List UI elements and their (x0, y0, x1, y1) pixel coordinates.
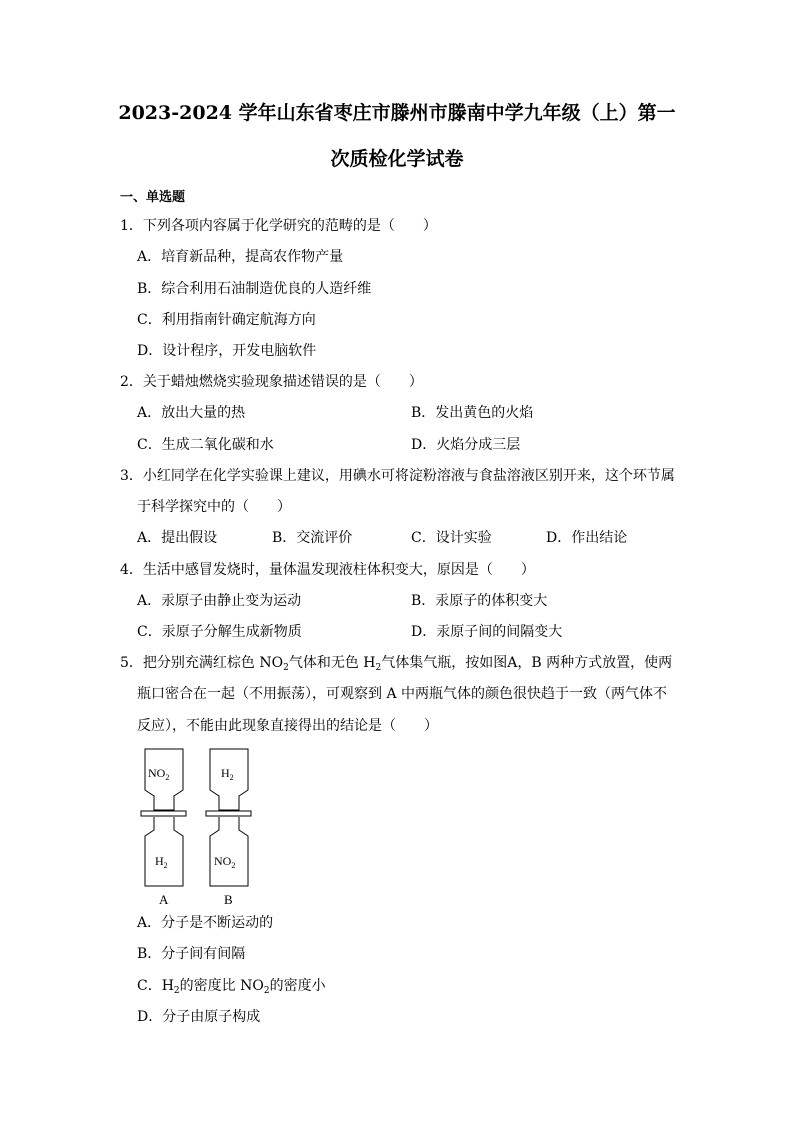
q5-option-d: D．分子由原子构成 (137, 1009, 261, 1025)
q2-option-c: C．生成二氧化碳和水 (137, 437, 274, 453)
q3-stem-line2: 于科学探究中的（ ） (137, 499, 291, 515)
q3-option-b: B．交流评价 (272, 530, 353, 546)
glass-plate-a (141, 811, 186, 816)
q2-option-a: A．放出大量的热 (137, 405, 246, 421)
jar-a-bottom (145, 817, 183, 886)
q1-option-d: D．设计程序，开发电脑软件 (137, 343, 317, 359)
q5-stem-line2: 瓶口密合在一起（不用振荡），可观察到 A 中两瓶气体的颜色很快趋于一致（两气体不 (137, 686, 668, 702)
q5-option-a: A．分子是不断运动的 (137, 915, 274, 931)
q3-option-a: A．提出假设 (137, 530, 218, 546)
glass-plate-b (206, 811, 251, 816)
q4-option-d: D．汞原子间的间隔变大 (411, 624, 563, 640)
exam-title-line2: 次质检化学试卷 (330, 148, 464, 170)
jar-b-top-label: $H_2$ (221, 766, 234, 782)
q3-stem-line1: 3．小红同学在化学实验课上建议，用碘水可将淀粉溶液与食盐溶液区别开来，这个环节属 (120, 468, 675, 484)
q2-option-d: D．火焰分成三层 (411, 437, 521, 453)
q1-option-b: B．综合利用石油制造优良的人造纤维 (137, 281, 372, 297)
q4-stem: 4．生活中感冒发烧时，量体温发现液柱体积变大，原因是（ ） (120, 562, 535, 578)
figure-label-b: B (224, 892, 233, 907)
section-heading: 一、单选题 (120, 190, 186, 205)
q5-option-c: C．$H_2$的密度比 $NO_2$的密度小 (137, 978, 326, 996)
exam-title-line1: 2023-2024 学年山东省枣庄市滕州市滕南中学九年级（上）第一 (118, 102, 676, 124)
jar-a-bottom-label: $H_2$ (155, 854, 168, 870)
jar-b-bottom-label: $NO_2$ (214, 854, 236, 870)
gas-jar-figure (138, 744, 258, 909)
q1-option-a: A．培育新品种，提高农作物产量 (137, 249, 344, 265)
figure-label-a: A (159, 892, 169, 907)
q4-option-b: B．汞原子的体积变大 (411, 593, 548, 609)
q3-option-d: D．作出结论 (546, 530, 628, 546)
q5-stem-line1: 5．把分别充满红棕色 $NO_2$气体和无色 $H_2$气体集气瓶，按如图A，B 两种方式放置，使两 (120, 655, 673, 673)
q2-stem: 2．关于蜡烛燃烧实验现象描述错误的是（ ） (120, 374, 423, 390)
jar-a-top-label: $NO_2$ (148, 766, 170, 782)
q5-stem-line3: 反应），不能由此现象直接得出的结论是（ ） (137, 718, 438, 734)
q5-option-b: B．分子间有间隔 (137, 946, 246, 962)
q4-option-c: C．汞原子分解生成新物质 (137, 624, 302, 640)
q1-option-c: C．利用指南针确定航海方向 (137, 312, 316, 328)
q1-stem: 1．下列各项内容属于化学研究的范畴的是（ ） (120, 218, 437, 234)
q3-option-c: C．设计实验 (411, 530, 492, 546)
q4-option-a: A．汞原子由静止变为运动 (137, 593, 302, 609)
jar-b-bottom (210, 817, 248, 886)
q2-option-b: B．发出黄色的火焰 (411, 405, 534, 421)
